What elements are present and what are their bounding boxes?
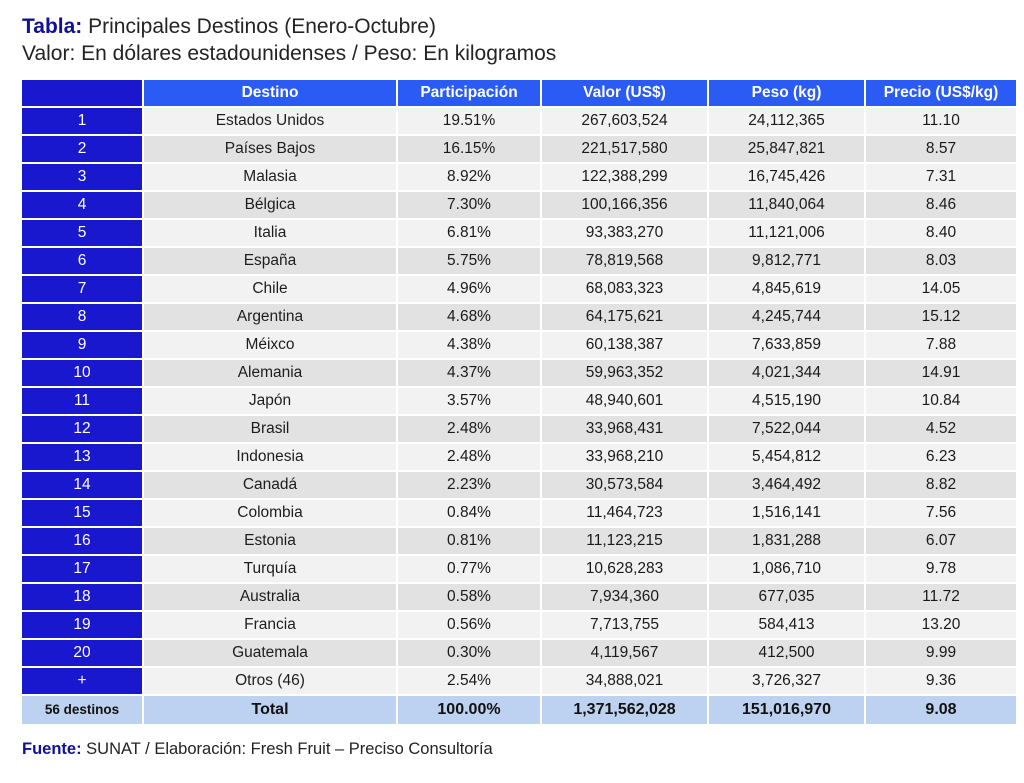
row-rank: 15 <box>22 500 142 526</box>
row-precio: 11.72 <box>866 584 1016 610</box>
row-valor: 10,628,283 <box>542 556 707 582</box>
row-precio: 13.20 <box>866 612 1016 638</box>
table-row <box>22 500 1016 526</box>
row-participacion: 4.37% <box>398 360 540 386</box>
row-participacion: 2.23% <box>398 472 540 498</box>
row-participacion: 4.38% <box>398 332 540 358</box>
table-row <box>22 164 1016 190</box>
row-rank: + <box>22 668 142 694</box>
row-precio: 8.03 <box>866 248 1016 274</box>
row-valor: 93,383,270 <box>542 220 707 246</box>
table-row <box>22 108 1016 134</box>
row-valor: 221,517,580 <box>542 136 707 162</box>
row-valor: 267,603,524 <box>542 108 707 134</box>
row-rank: 12 <box>22 416 142 442</box>
row-valor: 7,713,755 <box>542 612 707 638</box>
row-destination: España <box>144 248 396 274</box>
row-rank: 6 <box>22 248 142 274</box>
total-row <box>22 696 1016 724</box>
row-precio: 8.46 <box>866 192 1016 218</box>
row-precio: 9.99 <box>866 640 1016 666</box>
row-peso: 3,726,327 <box>709 668 864 694</box>
row-valor: 33,968,210 <box>542 444 707 470</box>
row-precio: 4.52 <box>866 416 1016 442</box>
row-valor: 122,388,299 <box>542 164 707 190</box>
table-row <box>22 444 1016 470</box>
row-rank: 3 <box>22 164 142 190</box>
row-destination: Países Bajos <box>144 136 396 162</box>
row-participacion: 2.48% <box>398 416 540 442</box>
row-peso: 3,464,492 <box>709 472 864 498</box>
row-rank: 1 <box>22 108 142 134</box>
row-rank: 8 <box>22 304 142 330</box>
row-precio: 8.82 <box>866 472 1016 498</box>
row-rank: 16 <box>22 528 142 554</box>
page-title <box>22 14 1004 68</box>
row-precio: 9.36 <box>866 668 1016 694</box>
row-participacion: 19.51% <box>398 108 540 134</box>
table-row <box>22 220 1016 246</box>
header-row <box>22 80 1016 106</box>
row-rank: 14 <box>22 472 142 498</box>
row-precio: 6.07 <box>866 528 1016 554</box>
table-row <box>22 136 1016 162</box>
total-participacion: 100.00% <box>398 696 540 724</box>
row-precio: 14.91 <box>866 360 1016 386</box>
title-line-2 <box>22 41 1004 68</box>
row-destination: Canadá <box>144 472 396 498</box>
table-row <box>22 584 1016 610</box>
total-destination: Total <box>144 696 396 724</box>
source-note <box>22 740 1004 759</box>
row-precio: 7.56 <box>866 500 1016 526</box>
row-precio: 14.05 <box>866 276 1016 302</box>
row-destination: Colombia <box>144 500 396 526</box>
table-row <box>22 416 1016 442</box>
row-precio: 8.40 <box>866 220 1016 246</box>
table-row <box>22 612 1016 638</box>
row-peso: 4,845,619 <box>709 276 864 302</box>
row-peso: 5,454,812 <box>709 444 864 470</box>
row-destination: Otros (46) <box>144 668 396 694</box>
table-row <box>22 640 1016 666</box>
row-precio: 7.31 <box>866 164 1016 190</box>
row-valor: 68,083,323 <box>542 276 707 302</box>
row-valor: 64,175,621 <box>542 304 707 330</box>
row-rank: 18 <box>22 584 142 610</box>
title-text: Principales Destinos (Enero-Octubre) <box>82 15 436 38</box>
source-text: SUNAT / Elaboración: Fresh Fruit – Preciso Consultoría <box>81 739 493 758</box>
row-participacion: 16.15% <box>398 136 540 162</box>
row-precio: 11.10 <box>866 108 1016 134</box>
row-peso: 24,112,365 <box>709 108 864 134</box>
title-label: Tabla: <box>22 15 83 38</box>
row-participacion: 0.81% <box>398 528 540 554</box>
row-valor: 60,138,387 <box>542 332 707 358</box>
row-valor: 34,888,021 <box>542 668 707 694</box>
row-participacion: 8.92% <box>398 164 540 190</box>
row-destination: Turquía <box>144 556 396 582</box>
row-destination: Italia <box>144 220 396 246</box>
row-participacion: 3.57% <box>398 388 540 414</box>
title-line-1 <box>22 14 1004 41</box>
row-peso: 412,500 <box>709 640 864 666</box>
row-peso: 7,633,859 <box>709 332 864 358</box>
row-participacion: 6.81% <box>398 220 540 246</box>
table-row <box>22 388 1016 414</box>
table-row <box>22 192 1016 218</box>
row-participacion: 0.77% <box>398 556 540 582</box>
row-peso: 4,515,190 <box>709 388 864 414</box>
row-valor: 30,573,584 <box>542 472 707 498</box>
row-peso: 25,847,821 <box>709 136 864 162</box>
row-rank: 17 <box>22 556 142 582</box>
column-header-precio: Precio (US$/kg) <box>866 80 1016 106</box>
row-peso: 9,812,771 <box>709 248 864 274</box>
row-destination: Chile <box>144 276 396 302</box>
row-destination: Estados Unidos <box>144 108 396 134</box>
row-valor: 11,123,215 <box>542 528 707 554</box>
row-peso: 7,522,044 <box>709 416 864 442</box>
column-header-participacion: Participación <box>398 80 540 106</box>
row-valor: 48,940,601 <box>542 388 707 414</box>
source-label: Fuente: <box>22 739 82 758</box>
row-rank: 10 <box>22 360 142 386</box>
row-valor: 4,119,567 <box>542 640 707 666</box>
row-participacion: 7.30% <box>398 192 540 218</box>
row-peso: 1,831,288 <box>709 528 864 554</box>
row-peso: 11,840,064 <box>709 192 864 218</box>
row-rank: 2 <box>22 136 142 162</box>
row-peso: 4,021,344 <box>709 360 864 386</box>
table-row <box>22 332 1016 358</box>
row-peso: 16,745,426 <box>709 164 864 190</box>
row-participacion: 4.68% <box>398 304 540 330</box>
row-valor: 7,934,360 <box>542 584 707 610</box>
row-valor: 78,819,568 <box>542 248 707 274</box>
destinations-table <box>20 78 1018 726</box>
row-destination: Estonia <box>144 528 396 554</box>
row-participacion: 0.84% <box>398 500 540 526</box>
row-participacion: 2.54% <box>398 668 540 694</box>
table-header <box>22 80 1016 106</box>
row-destination: Guatemala <box>144 640 396 666</box>
row-peso: 584,413 <box>709 612 864 638</box>
row-precio: 15.12 <box>866 304 1016 330</box>
row-participacion: 0.56% <box>398 612 540 638</box>
row-rank: 19 <box>22 612 142 638</box>
row-destination: Malasia <box>144 164 396 190</box>
total-peso: 151,016,970 <box>709 696 864 724</box>
row-destination: Indonesia <box>144 444 396 470</box>
table-row <box>22 528 1016 554</box>
row-peso: 1,086,710 <box>709 556 864 582</box>
column-header-destino: Destino <box>144 80 396 106</box>
row-destination: Francia <box>144 612 396 638</box>
row-destination: Australia <box>144 584 396 610</box>
row-rank: 13 <box>22 444 142 470</box>
row-destination: Argentina <box>144 304 396 330</box>
row-rank: 11 <box>22 388 142 414</box>
row-precio: 8.57 <box>866 136 1016 162</box>
table-row <box>22 472 1016 498</box>
table-row <box>22 304 1016 330</box>
table-row <box>22 248 1016 274</box>
row-participacion: 2.48% <box>398 444 540 470</box>
table-row <box>22 556 1016 582</box>
row-destination: Japón <box>144 388 396 414</box>
total-valor: 1,371,562,028 <box>542 696 707 724</box>
title-subtitle: Valor: En dólares estadounidenses / Peso: En kilogramos <box>22 41 557 65</box>
table-row <box>22 276 1016 302</box>
row-rank: 20 <box>22 640 142 666</box>
column-header-rank <box>22 80 142 106</box>
row-valor: 11,464,723 <box>542 500 707 526</box>
row-precio: 10.84 <box>866 388 1016 414</box>
table-row <box>22 668 1016 694</box>
row-precio: 7.88 <box>866 332 1016 358</box>
row-participacion: 5.75% <box>398 248 540 274</box>
row-rank: 9 <box>22 332 142 358</box>
row-rank: 4 <box>22 192 142 218</box>
total-precio: 9.08 <box>866 696 1016 724</box>
row-peso: 1,516,141 <box>709 500 864 526</box>
row-participacion: 4.96% <box>398 276 540 302</box>
table-body <box>22 108 1016 724</box>
column-header-peso: Peso (kg) <box>709 80 864 106</box>
row-valor: 59,963,352 <box>542 360 707 386</box>
row-rank: 5 <box>22 220 142 246</box>
column-header-valor: Valor (US$) <box>542 80 707 106</box>
total-rank: 56 destinos <box>22 696 142 724</box>
table-row <box>22 360 1016 386</box>
row-peso: 11,121,006 <box>709 220 864 246</box>
row-valor: 33,968,431 <box>542 416 707 442</box>
row-participacion: 0.30% <box>398 640 540 666</box>
row-precio: 6.23 <box>866 444 1016 470</box>
row-participacion: 0.58% <box>398 584 540 610</box>
row-destination: Brasil <box>144 416 396 442</box>
row-precio: 9.78 <box>866 556 1016 582</box>
row-peso: 677,035 <box>709 584 864 610</box>
row-destination: Méixco <box>144 332 396 358</box>
row-rank: 7 <box>22 276 142 302</box>
row-valor: 100,166,356 <box>542 192 707 218</box>
row-destination: Alemania <box>144 360 396 386</box>
row-peso: 4,245,744 <box>709 304 864 330</box>
row-destination: Bélgica <box>144 192 396 218</box>
